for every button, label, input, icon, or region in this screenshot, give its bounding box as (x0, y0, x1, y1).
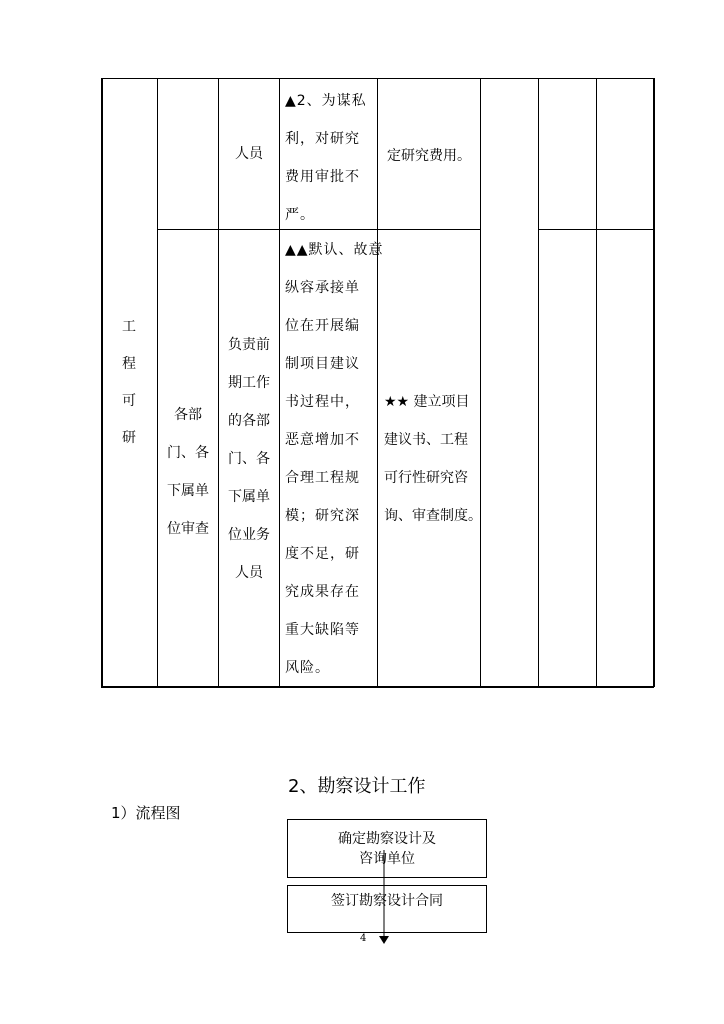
table-divider (538, 78, 539, 687)
table-border-left (101, 78, 103, 687)
row2-risk: ▲▲默认、故意 纵容承接单 位在开展编 制项目建议 书过程中， 恶意增加不 合理工程规 模；研究深 度不足，研 究成果存在 重大缺陷等 风险。 (285, 242, 384, 676)
flowchart-subheading: 1）流程图 (111, 804, 181, 822)
row2-measure: ★★ 建立项目 建议书、工程 可行性研究咨 询、审查制度。 (384, 394, 482, 524)
table-divider (596, 78, 597, 687)
row1-risk: ▲2、为谋私 利，对研究 费用审批不 严。 (285, 93, 367, 223)
table-divider (480, 78, 481, 687)
table-border-right (653, 78, 655, 687)
flow-arrow (376, 850, 392, 946)
row2-link: 各部 门、各 下属单 位审查 (167, 407, 209, 537)
category-label: 工 程 可 研 (122, 319, 136, 446)
row1-position: 人员 (235, 146, 263, 162)
table-border-bottom (101, 686, 654, 688)
row1-measure: 定研究费用。 (387, 148, 471, 164)
row2-position: 负责前 期工作 的各部 门、各 下属单 位业务 人员 (228, 337, 270, 581)
flow-step-sign-contract: 签订勘察设计合同 (287, 885, 487, 933)
section-heading: 2、勘察设计工作 (288, 776, 426, 797)
page-number: 4 (360, 933, 367, 944)
table-divider (157, 78, 158, 687)
flow-step-confirm-units: 确定勘察设计及 咨询单位 (287, 819, 487, 878)
row-divider (538, 229, 654, 230)
table-divider (279, 78, 280, 687)
table-border-top (101, 78, 654, 79)
